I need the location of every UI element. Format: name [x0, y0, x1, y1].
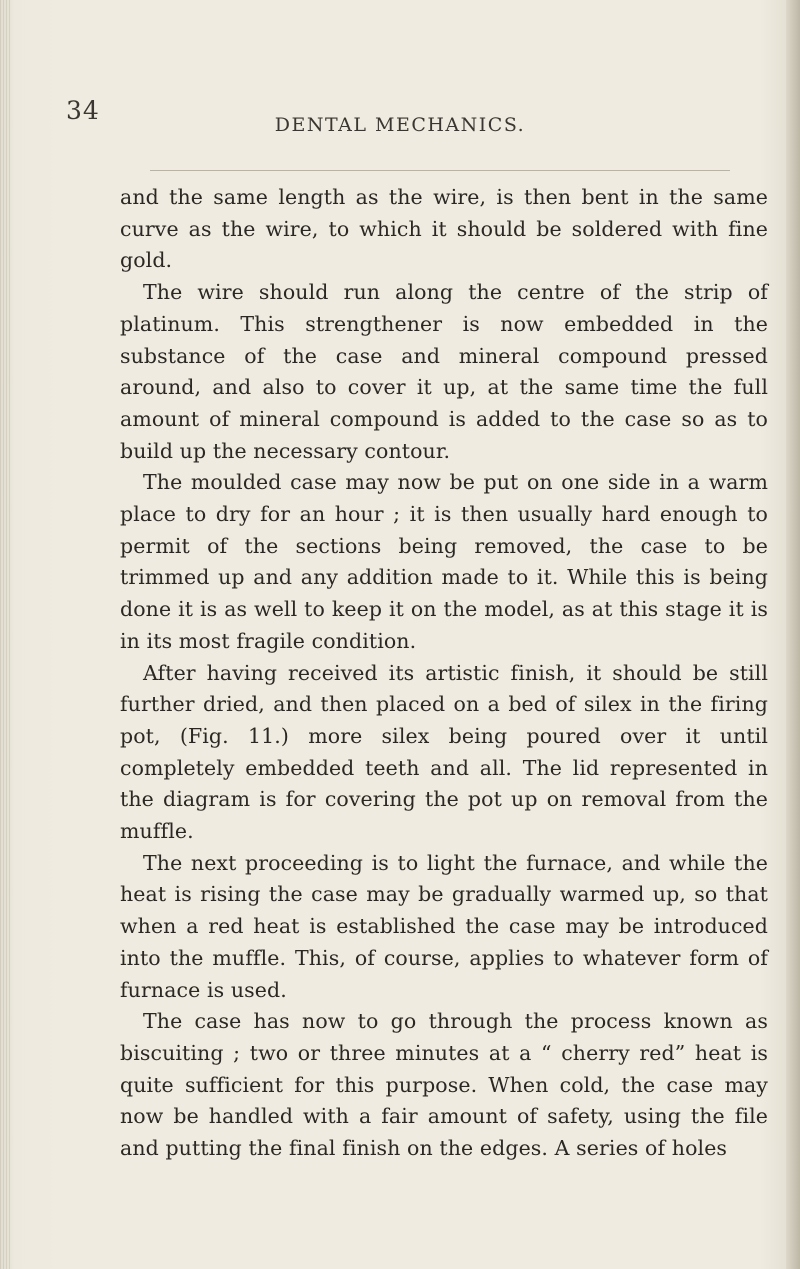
- paragraph: The moulded case may now be put on one side in a warm place to dry for an hour ; it is then usually hard enough to permit of the sections being removed, the case to be trimmed up and any addition made to it. While this is being done it is as well to keep it on the model, as at this stage it is in its most fragile condition.: [120, 470, 768, 653]
- paragraph: The next proceeding is to light the furnace, and while the heat is rising the case may be gradually warmed up, so that when a red heat is established the case may be introduced into the muffle. This, of course, applies to whatever form of furnace is used.: [120, 850, 768, 1002]
- body-text: [120, 182, 768, 1165]
- paragraph: The case has now to go through the process known as biscuiting ; two or three minutes at a “ cherry red” heat is quite sufficient for this purpose. When cold, the case may now be handled with a fair amount of safety, using the file and putting the final finish on the edges. A series of holes: [120, 1009, 768, 1161]
- paragraph: After having received its artistic finish, it should be still further dried, and then placed on a bed of silex in the firing pot, (Fig. 11.) more silex being poured over it until completely embedded teeth and all. The lid represented in the diagram is for covering the pot up on removal from the muffle.: [120, 660, 768, 844]
- paragraph: The wire should run along the centre of the strip of platinum. This strengthener is now embedded in the substance of the case and mineral compound pressed around, and also to cover it up, at the same time the full amount of mineral compound is added to the case so as to build up the necessary contour.: [120, 280, 768, 463]
- header-rule: [150, 170, 730, 171]
- running-head: DENTAL MECHANICS.: [274, 114, 526, 136]
- page-number: 34: [66, 96, 100, 125]
- paragraph: and the same length as the wire, is then bent in the same curve as the wire, to which it should be soldered with fine gold.: [120, 185, 768, 273]
- page-edge-shadow: [786, 0, 800, 1269]
- binding-edge: [0, 0, 10, 1269]
